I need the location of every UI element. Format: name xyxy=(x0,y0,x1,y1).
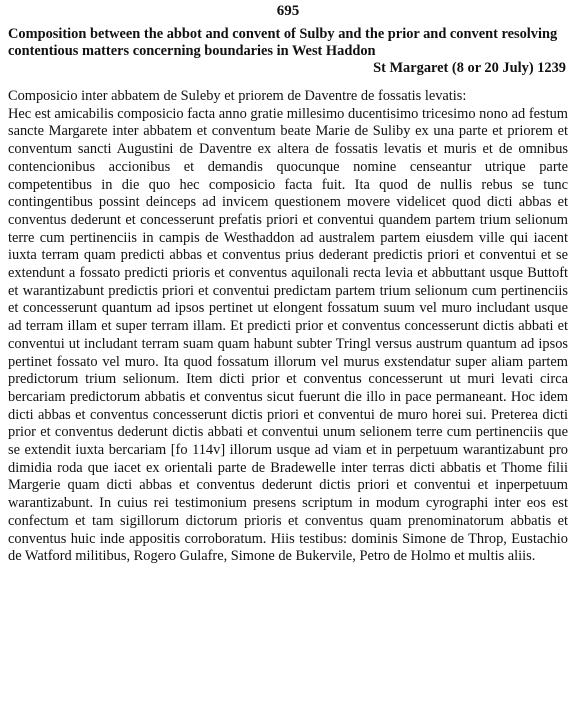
entry-date: St Margaret (8 or 20 July) 1239 xyxy=(373,60,566,76)
rubric: Composicio inter abbatem de Suleby et priorem de Daventre de fossatis levatis: xyxy=(8,88,467,104)
charter-text: Hec est amicabilis composicio facta anno gratie millesimo ducentisimo tricesimo nono ad festum sancte Margarete inter abbatem et conventum beate Marie de Suliby ex una parte et priorem et conventum sancti Augustini de Daventre ex altera de fossatis levatis et muris et de omnibus contencionibus accionibus et demandis quocunque nomine censeantur utrique parte competentibus in die quo hec composicio facta fuit. Ita quod de nullis rebus se tunc contingentibus possint deinceps ad invicem questionem movere videlicet quod dicti abbas et conventus dederunt et concesserunt prefatis priori et conventui quandem partem trium selionum terre cum pertinenciis in campis de Westhaddon ad australem partem eiusdem ville qui iacent iuxta terram quam predicti abbas et conventus prius dederant predictis priori et conventui et se extendunt a fossato predicti prioris et conventus aquilonali recta levia et abbuttant usque Buttoft et warantizabunt predictis priori et conventui predictam partem trium selionum cum pertinenciis et concesserunt quantum ad ipsos pertinet ut elongent fossatum suum vel muro includant usque ad terram illam et super terram illam. Et predicti prior et conventus concesserunt dictis abbati et conventui ut includant terram suam quam habunt subter Tringl versus austrum quantum ad ipsos pertinet fossato vel muro. Ita quod fossatum illorum vel murus exstendatur super aliam partem predictorum trium selionum. Item dicti prior et conventus concesserunt ut muri levati circa bercariam predictorum abbatis et conventus sicut fuerunt die illo in pace permaneant. Hoc idem dicti abbas et conventus concesserunt dictis priori et conventui de muro horei sui. Preterea dicti prior et conventus dederunt dictis abbati et conventui unum selionem terre cum pertinenciis que se extendit iuxta bercariam [fo 114v] illorum usque ad viam et in perpetuum warantizabunt pro dimidia roda que iacet ex orientali parte de Bradewelle inter terras dicti abbatis et Thome filii Margerie quam dicti abbas et conventus dederunt dictis priori et conventui et inperpetuum warantizabunt. In cuius rei testimonium presens scriptum in modum cyrographi inter eos est confectum et tam sigillorum dictorum prioris et conventus quam prenominatorum abbatis et conventus huic inde appositis corroboratum. Hiis testibus: dominis Simone de Throp, Eustachio de Watford militibus, Rogero Gulafre, Simone de Bukervile, Petro de Holmo et multis aliis. xyxy=(8,105,568,565)
page-number: 695 xyxy=(276,3,300,19)
entry-title: Composition between the abbot and convent of Sulby and the prior and convent resolving contentious matters concerning boundaries in West Haddon xyxy=(8,26,558,59)
entry-heading xyxy=(8,26,568,77)
